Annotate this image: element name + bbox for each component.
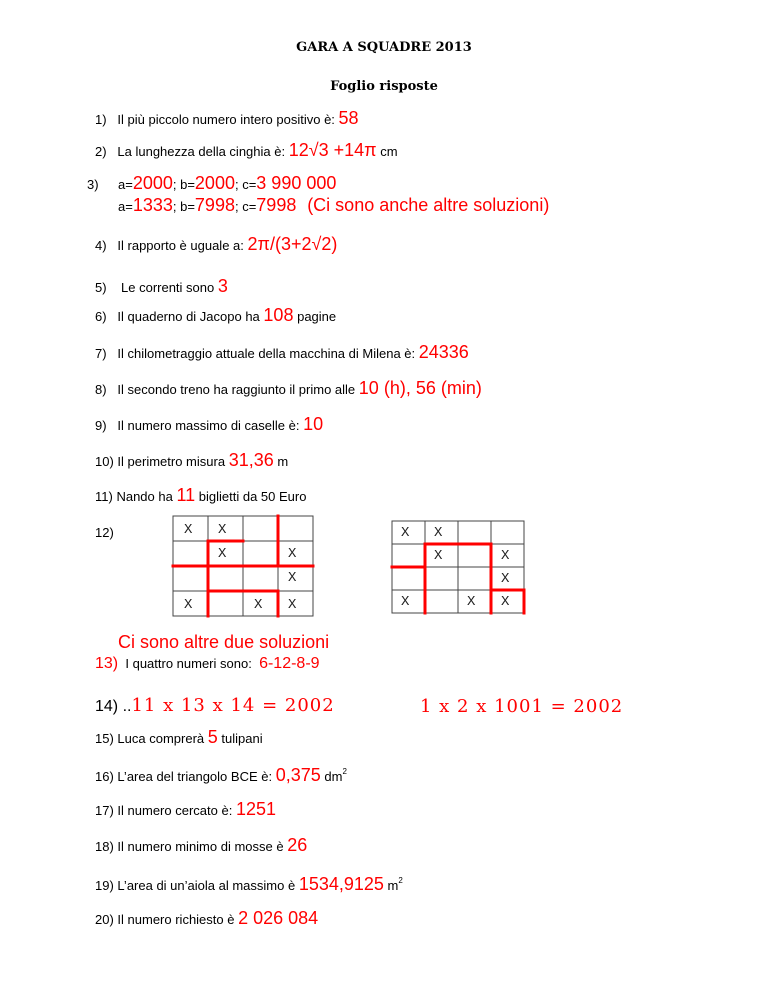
answer-3-note: (Ci sono anche altre soluzioni) (307, 195, 550, 215)
answer-9-value: 10 (303, 414, 324, 434)
grid2-mark: X (467, 594, 476, 610)
answer-1: 1) Il più piccolo numero intero positivo è: 58 (95, 108, 359, 128)
answer-17-value: 1251 (235, 799, 276, 819)
answer-10: 10) Il perimetro misura 31,36 m (95, 450, 289, 470)
grid1-mark: X (254, 597, 263, 613)
grid-solution-1 (170, 513, 316, 619)
answer-10-value: 31,36 (228, 450, 274, 470)
grid2-mark: X (401, 594, 410, 610)
grid1-mark: X (184, 597, 193, 613)
grid2-mark: X (434, 525, 443, 541)
answer-4-value: 2π/(3+2√2) (247, 234, 338, 254)
answer-5-value: 3 (217, 276, 228, 296)
answer-12-num: 12) (95, 525, 114, 540)
answer-3-num: 3) (87, 177, 99, 192)
answer-14-value-2: 1 x 2 x 1001 = 2002 (420, 696, 624, 717)
answer-20-value: 2 026 084 (238, 908, 319, 928)
answer-14-value: 11 x 13 x 14 = 2002 (131, 695, 335, 716)
grid2-mark: X (434, 548, 443, 564)
grid-solution-2 (389, 518, 529, 618)
answer-12-note: Ci sono altre due soluzioni (118, 632, 330, 652)
answer-1-value: 58 (338, 108, 359, 128)
answer-20: 20) Il numero richiesto è 2 026 084 (95, 908, 319, 928)
answer-11: 11) Nando ha 11 biglietti da 50 Euro (95, 485, 307, 505)
answer-4: 4) Il rapporto è uguale a: 2π/(3+2√2) (95, 234, 338, 254)
grid2-mark: X (501, 571, 510, 587)
answer-2-value: 12√3 +14π (288, 140, 377, 160)
grid1-mark: X (288, 597, 297, 613)
answer-8-value: 10 (h), 56 (min) (358, 378, 482, 398)
answer-14: 14) ..11 x 13 x 14 = 2002 (95, 695, 335, 716)
answer-19-value: 1534,9125 (298, 874, 384, 894)
answer-16-value: 0,375 (275, 765, 321, 785)
answer-6-value: 108 (263, 305, 294, 325)
answer-11-value: 11 (176, 485, 196, 505)
answer-7-value: 24336 (418, 342, 469, 362)
answer-16: 16) L’area del triangolo BCE è: 0,375 $dm^2$ (95, 765, 347, 785)
answer-18-value: 26 (287, 835, 308, 855)
grid2-mark: X (401, 525, 410, 541)
answer-2: 2) La lunghezza della cinghia è: 12√3 +14π cm (95, 140, 398, 160)
grid1-mark: X (288, 570, 297, 586)
grid2-mark: X (501, 594, 510, 610)
answer-13-value: 6-12-8-9 (259, 655, 320, 672)
page-subtitle: Foglio risposte (330, 79, 438, 94)
page-title: GARA A SQUADRE 2013 (296, 40, 472, 55)
answer-3-line1: a=2000; b=2000; c=3 990 000 (118, 173, 337, 193)
grid1-mark: X (288, 546, 297, 562)
answer-3-line2: a=1333; b=7998; c=7998 (Ci sono anche altre soluzioni) (118, 195, 550, 215)
answer-17: 17) Il numero cercato è: 1251 (95, 799, 276, 819)
answer-18: 18) Il numero minimo di mosse è 26 (95, 835, 308, 855)
answer-19: 19) L’area di un’aiola al massimo è 1534,9125 $m^2$ (95, 874, 403, 894)
answer-6: 6) Il quaderno di Jacopo ha 108 pagine (95, 305, 337, 325)
answer-9: 9) Il numero massimo di caselle è: 10 (95, 414, 324, 434)
grid1-mark: X (218, 546, 227, 562)
grid2-mark: X (501, 548, 510, 564)
answer-15: 15) Luca comprerà 5 tulipani (95, 727, 263, 747)
answer-13: 13) I quattro numeri sono: 6-12-8-9 (95, 655, 320, 672)
answer-5: 5) Le correnti sono 3 (95, 276, 228, 296)
grid1-mark: X (184, 522, 193, 538)
answer-8: 8) Il secondo treno ha raggiunto il primo alle 10 (h), 56 (min) (95, 378, 482, 398)
grid1-mark: X (218, 522, 227, 538)
answer-7: 7) Il chilometraggio attuale della macchina di Milena è: 24336 (95, 342, 469, 362)
answer-15-value: 5 (207, 727, 218, 747)
